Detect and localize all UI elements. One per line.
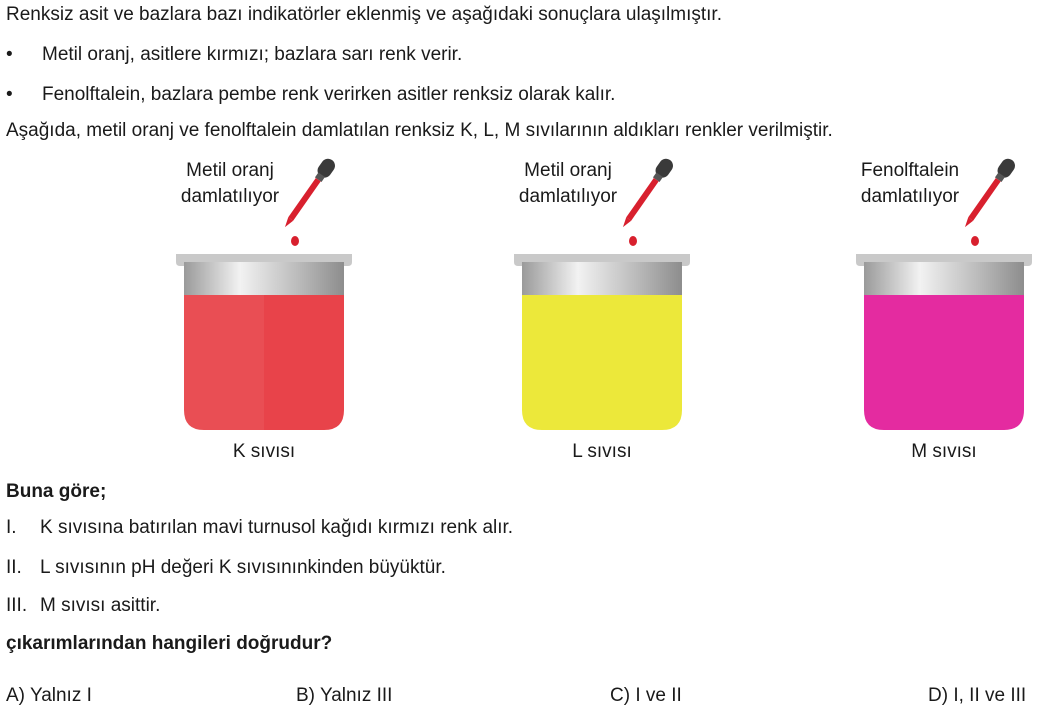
statement-number: I. [6, 517, 17, 538]
intro-text: Renksiz asit ve bazlara bazı indikatörler eklenmiş ve aşağıdaki sonuçlara ulaşılmıştır. [6, 4, 722, 25]
dropper-label-line2: damlatılıyor [518, 186, 618, 207]
question-lead: Buna göre; [6, 481, 107, 502]
statement-text: M sıvısı asittir. [40, 595, 161, 616]
beaker-illustration [100, 150, 420, 470]
beaker-group-m [780, 150, 1059, 470]
liquid-label: K sıvısı [232, 441, 296, 462]
dropper-tube [968, 178, 1000, 221]
statement-number: II. [6, 557, 22, 578]
liquid-fill [864, 290, 1024, 430]
liquid-label: M sıvısı [911, 441, 977, 462]
dropper-label-line1: Fenolftalein [860, 160, 960, 181]
beaker-group-l [438, 150, 758, 470]
dropper-icon [617, 156, 676, 231]
option-text: I, II ve III [953, 685, 1027, 706]
option-letter: A) [6, 685, 25, 706]
liquid-label: L sıvısı [572, 441, 632, 462]
bullet-methyl-orange: Metil oranj, asitlere kırmızı; bazlara sarı renk verir. [42, 44, 463, 65]
option-d[interactable] [928, 684, 1026, 708]
option-c[interactable] [610, 684, 682, 708]
description-text: Aşağıda, metil oranj ve fenolftalein damlatılan renksiz K, L, M sıvılarının aldıkları renkler verilmiştir. [6, 120, 833, 141]
beaker-illustration [438, 150, 758, 470]
dropper-label-line1: Metil oranj [186, 160, 274, 181]
dropper-label-line1: Metil oranj [524, 160, 612, 181]
dropper-icon [279, 156, 338, 231]
option-a[interactable] [6, 684, 92, 708]
bullet-phenolphthalein: Fenolftalein, bazlara pembe renk verirken asitler renksiz olarak kalır. [42, 84, 616, 105]
dropper-label-line2: damlatılıyor [860, 186, 960, 207]
option-text: I ve II [635, 685, 682, 706]
dropper-icon [959, 156, 1018, 231]
bullet-dot: • [6, 44, 13, 65]
statement-text: L sıvısının pH değeri K sıvısınınkinden büyüktür. [40, 557, 446, 578]
option-letter: D) [928, 685, 949, 706]
question-tail: çıkarımlarından hangileri doğrudur? [6, 633, 333, 654]
option-text: Yalnız I [29, 685, 92, 706]
beaker-group-k [100, 150, 420, 470]
bullet-dot: • [6, 84, 13, 105]
drop-icon [971, 236, 979, 246]
dropper-tube [288, 178, 320, 221]
statement-text: K sıvısına batırılan mavi turnusol kağıdı kırmızı renk alır. [40, 517, 514, 538]
option-b[interactable] [296, 684, 392, 708]
drop-icon [629, 236, 637, 246]
drop-icon [291, 236, 299, 246]
liquid-fill [522, 290, 682, 430]
beaker-illustration [780, 150, 1059, 470]
dropper-tube [626, 178, 658, 221]
dropper-label-line2: damlatılıyor [180, 186, 280, 207]
option-letter: B) [296, 685, 315, 706]
option-text: Yalnız III [319, 685, 393, 706]
option-letter: C) [610, 685, 631, 706]
statement-number: III. [6, 595, 28, 616]
